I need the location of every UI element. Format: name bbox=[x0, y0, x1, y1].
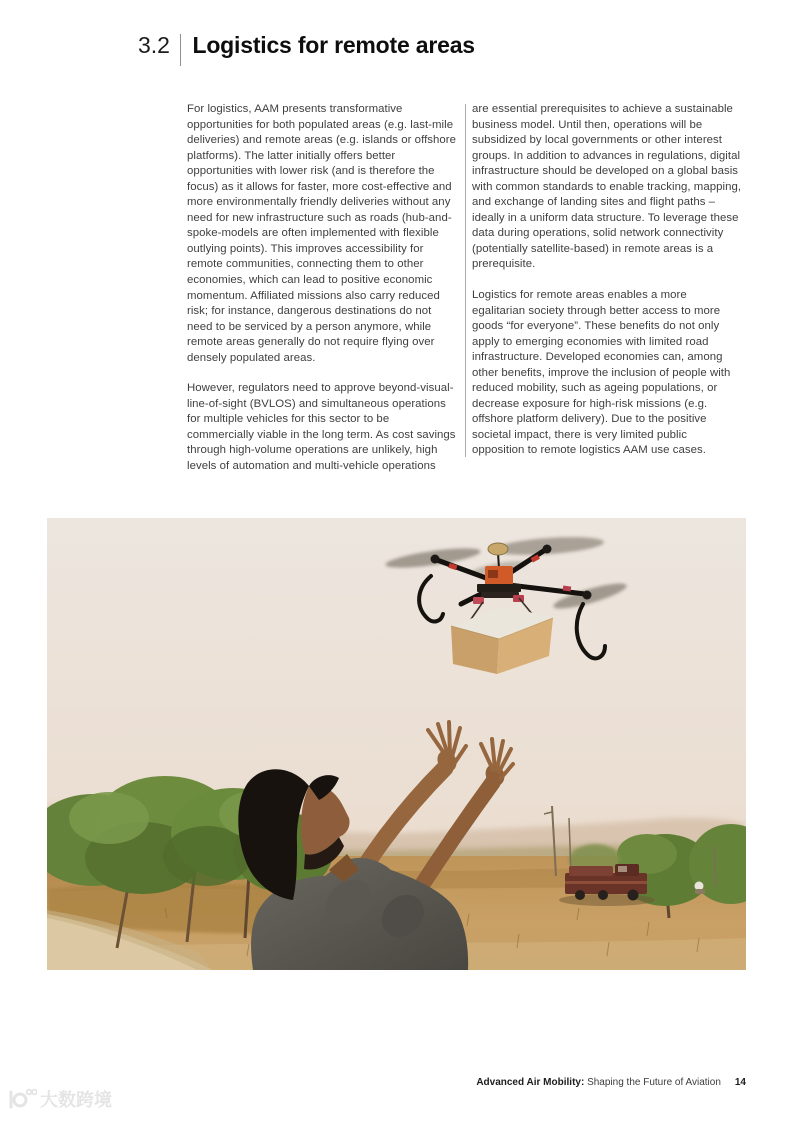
footer-report-title: Advanced Air Mobility: bbox=[476, 1077, 585, 1088]
paragraph: However, regulators need to approve beyond-visual-line-of-sight (BVLOS) and simultaneous operations for multiple vehicles for this sector to be commercially viable in the long term. As cost savings through high-volume operations are unlikely, high levels of automation and multi-vehicle operations bbox=[187, 382, 456, 473]
section-header bbox=[138, 31, 475, 66]
footer-report-subtitle: Shaping the Future of Aviation bbox=[584, 1077, 721, 1088]
right-column bbox=[472, 102, 742, 474]
column-divider bbox=[465, 104, 466, 457]
drone-delivery-photo bbox=[47, 518, 746, 970]
paragraph: Logistics for remote areas enables a more egalitarian society through better access to more goods “for everyone”. These benefits do not only apply to emerging economies with limited road infrastructure. Developed economies can, among other benefits, improve the inclusion of people with reduced mobility, such as ageing populations, or decrease exposure for high-risk missions (e.g. offshore platform delivery). Due to the positive societal impact, there is very limited public opposition to remote logistics AAM use cases. bbox=[472, 289, 731, 457]
page-number: 14 bbox=[734, 1077, 746, 1088]
section-number: 3.2 bbox=[138, 32, 170, 58]
paragraph: are essential prerequisites to achieve a sustainable business model. Until then, operations will be subsidized by local governments or other interest groups. In addition to advances in regulations, digital infrastructure should be developed on a global basis with common standards to enable tracking, mapping, and exchange of landing sites and flight paths – ideally in a uniform data structure. To leverage these data during operations, solid network connectivity (potentially satellite-based) in remote areas is a prerequisite. bbox=[472, 103, 742, 271]
watermark-logo-icon bbox=[7, 1087, 37, 1111]
watermark bbox=[7, 1086, 112, 1112]
paragraph: For logistics, AAM presents transformative opportunities for both populated areas (e.g. last-mile deliveries) and remote areas (e.g. islands or offshore platforms). The latter initially offers better opportunities with lower risk (and is therefore the focus) as it allows for faster, more cost-effective and more environmentally friendly deliveries without any need for new infrastructure such as roads (hub-and-spoke-models are often implemented with flexible outlying points). This improves accessibility for remote communities, connecting them to other economies, which can lead to positive economic momentum. Affiliated missions also carry reduced risk; for instance, dangerous destinations do not need to be serviced by a person anymore, while remote areas generally do not require flying over densely populated areas. bbox=[187, 103, 457, 364]
page-title: Logistics for remote areas bbox=[192, 32, 475, 58]
page-footer bbox=[476, 1077, 746, 1088]
watermark-text: 大数跨境 bbox=[40, 1090, 112, 1110]
drone-gps-dome bbox=[488, 543, 508, 555]
header-divider bbox=[180, 34, 182, 66]
left-column bbox=[187, 102, 457, 490]
figure-image bbox=[47, 518, 746, 970]
